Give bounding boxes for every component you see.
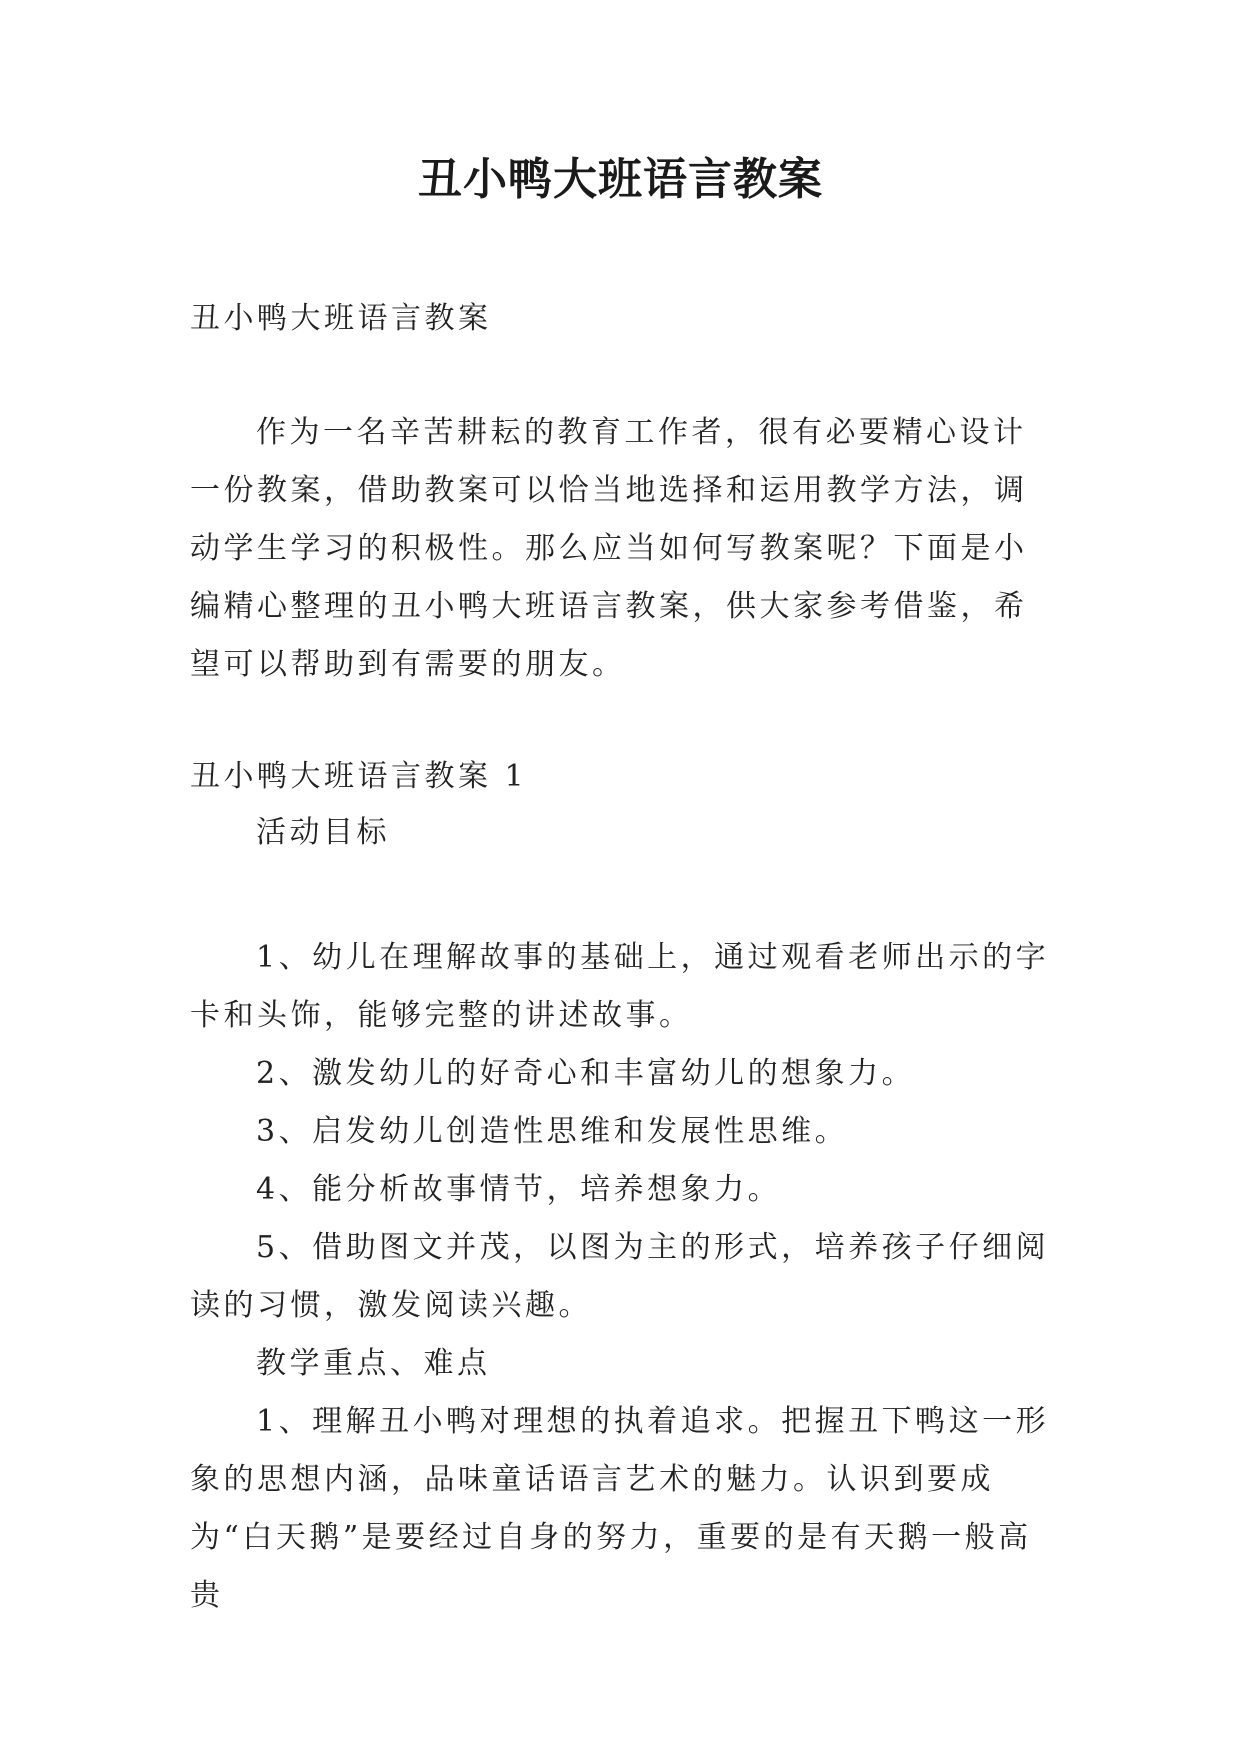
- goals-heading: 活动目标: [256, 815, 390, 850]
- intro-paragraph: 作为一名辛苦耕耘的教育工作者，很有必要精心设计一份教案，借助教案可以恰当地选择和运用教学方法，调动学生学习的积极性。那么应当如何写教案呢？下面是小编精心整理的丑小鸭大班语言教案，供大家参考借鉴，希望可以帮助到有需要的朋友。: [190, 415, 1028, 682]
- goal-item: 4、能分析故事情节，培养想象力。: [256, 1172, 782, 1207]
- section-heading-block: [190, 748, 1050, 806]
- goal-item: 3、启发幼儿创造性思维和发展性思维。: [256, 1114, 849, 1149]
- document-subtitle: [190, 290, 1050, 348]
- goal-item: 1、幼儿在理解故事的基础上，通过观看老师出示的字卡和头饰，能够完整的讲述故事。: [190, 940, 1050, 1033]
- goals-heading-block: [190, 804, 1050, 862]
- goals-list: [190, 929, 1050, 1625]
- goal-item: 2、激发幼儿的好奇心和丰富幼儿的想象力。: [256, 1056, 916, 1091]
- intro-paragraph-block: [190, 404, 1050, 694]
- document-title: 丑小鸭大班语言教案: [418, 154, 823, 205]
- section-heading: 丑小鸭大班语言教案 1: [190, 759, 528, 794]
- subtitle-text: 丑小鸭大班语言教案: [190, 301, 492, 336]
- key-points-heading: 教学重点、难点: [256, 1346, 491, 1381]
- key-point-item: 1、理解丑小鸭对理想的执着追求。把握丑下鸭这一形象的思想内涵，品味童话语言艺术的魅力。认识到要成为“白天鹅”是要经过自身的努力，重要的是有天鹅一般高贵: [190, 1404, 1050, 1613]
- goal-item: 5、借助图文并茂，以图为主的形式，培养孩子仔细阅读的习惯，激发阅读兴趣。: [190, 1230, 1050, 1323]
